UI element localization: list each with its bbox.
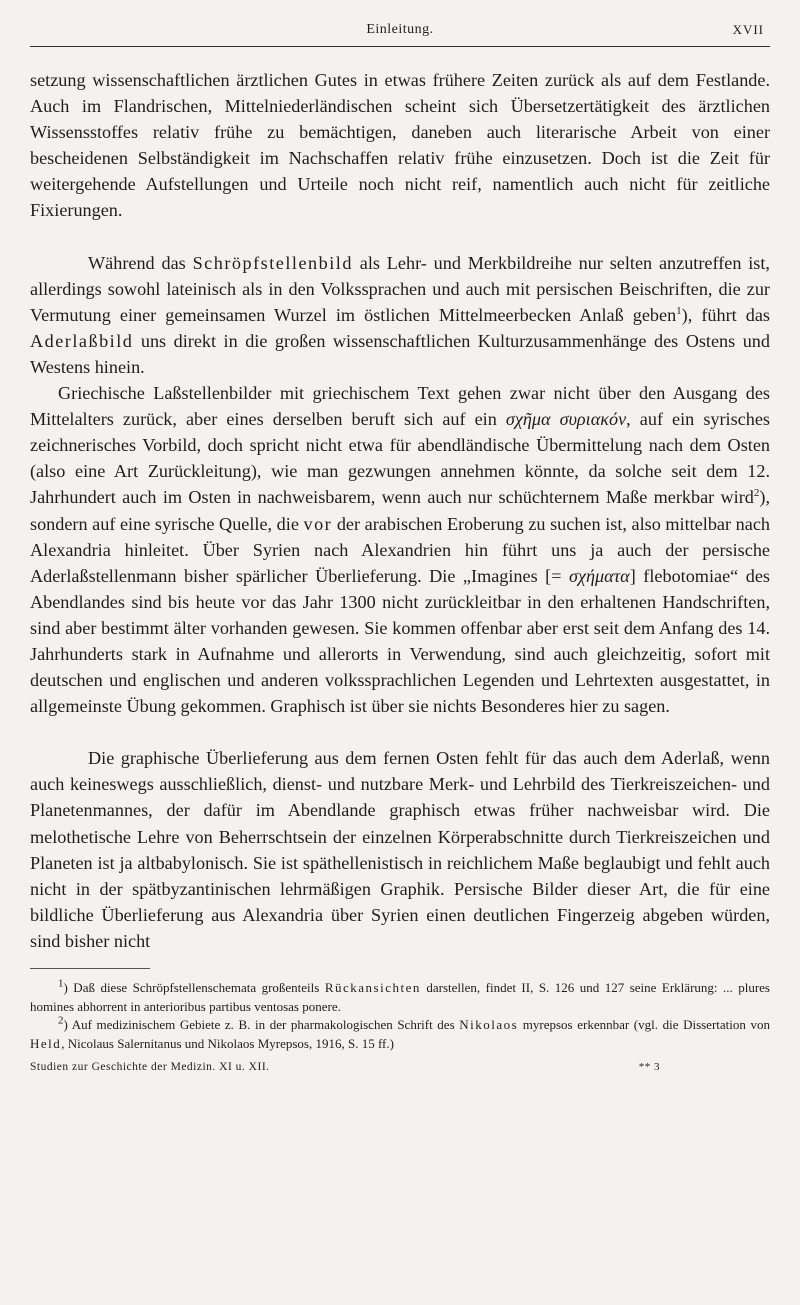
book-page (30, 18, 770, 1288)
spaced-term-rueckansichten: Rückansichten (324, 980, 421, 995)
spaced-term-schroepfstellenbild: Schröpfstellenbild (192, 252, 353, 273)
text-run: darstellen, findet II, S. 126 und 127 seine Erklärung: ... plures homines abhorrent in anterioribus partibus ventosas ponere. (30, 980, 770, 1014)
text-run: uns direkt in die großen wissenschaftlichen Kulturzusammenhänge des Ostens und Westens hinein. (30, 330, 770, 377)
spaced-term-nikolaos: Nikolaos (459, 1017, 519, 1032)
text-run: ) Auf medizinischem Gebiete z. B. in der pharmakologischen Schrift des (63, 1017, 460, 1032)
text-run: als Lehr- und Merkbildreihe nur selten anzutreffen ist, allerdings sowohl lateinisch als in den Volkssprachen und auch mit persischen Beischriften, die zur Vermutung einer gemeinsamen Wurzel im östlichen Mittelmeerbecken Anlaß geben (30, 252, 770, 325)
spaced-term-vor: vor (303, 513, 333, 534)
footnote-ref-1: 1 (676, 304, 682, 317)
text-run: ] flebotomiae“ des Abendlandes sind bis heute vor das Jahr 1300 nicht zurückleitbar in den erhaltenen Handschriften, sind aber bestimmt älter vorhanden gewesen. Sie kommen offenbar aber erst seit dem Anfang des 14. Jahrhunderts stark in Aufnahme und allerorts in Verwendung, sind auch gleichzeitig, sofort mit deutschen und englischen und anderen volkssprachlichen Legenden und Lehrtexten ausgestattet, in allgemeinste Übung gekommen. Graphisch ist über sie nichts Besonderes hier zu sagen. (30, 565, 770, 717)
running-title: Einleitung. (366, 22, 434, 37)
text-run: Griechische Laßstellenbilder mit griechischem Text gehen zwar nicht über den Ausgang des Mittelalters zurück, aber eines derselben beruft sich auf ein (30, 383, 770, 430)
running-header (30, 18, 770, 44)
signature-line (30, 1061, 770, 1073)
signature-mark: ** 3 (638, 1061, 660, 1073)
text-run: , auf ein syrisches zeichnerisches Vorbild, doch spricht nicht etwa für abendländische Übermittelung nach dem Osten (also eine Art Zurückleitung), wie man gezwungen annehmen könnte, da solche seit dem 12. Jahrhundert auch im Osten in nachweisbarem, wenn auch nur schüchternem Maße merkbar wird (30, 409, 771, 508)
signature-text: Studien zur Geschichte der Medizin. XI u. XII. (30, 1061, 270, 1073)
footnote-number: 1 (58, 977, 64, 990)
text-run: ) Daß diese Schröpfstellenschemata großenteils (63, 980, 325, 995)
text-run: ), führt das (681, 304, 770, 325)
footnote-ref-2: 2 (753, 487, 760, 500)
spaced-term-held: Held (30, 1035, 62, 1051)
paragraph-gap (30, 224, 770, 250)
footnote-rule (30, 968, 150, 969)
greek-term: σχῆμα συριακόν (505, 409, 627, 430)
page-number: XVII (732, 22, 764, 37)
header-rule (30, 46, 770, 47)
greek-term: σχήματα (569, 565, 630, 586)
main-text (30, 67, 770, 954)
paragraph-3 (30, 380, 770, 719)
spaced-term-aderlassbild: Aderlaßbild (30, 330, 134, 351)
text-run: der arabischen Eroberung zu suchen ist, also mittelbar nach Alexandria hinleitet. Über Syrien nach Alexandrien hin führt uns ja auch der persische Aderlaßstellenmann bisher spärlicher Überlieferung. Die „Imagines [= (30, 513, 770, 586)
paragraph-gap (30, 719, 770, 745)
paragraph-1: setzung wissenschaftlichen ärztlichen Gutes in etwas frühere Zeiten zurück als auf dem Festlande. Auch im Flandrischen, Mittelniederländischen scheint sich Übersetzertätigkeit des ärztlichen Wissensstoffes relativ frühe zu bemächtigen, daneben auch literarische Arbeit von einer bescheidenen Selbständigkeit im Nachschaffen relativ frühe einzusetzen. Doch ist die Zeit für weitergehende Aufstellungen und Urteile noch nicht reif, namentlich auch nicht für zeitliche Fixierungen. (30, 70, 770, 221)
text-run: , Nicolaus Salernitanus und Nikolaos Myrepsos, 1916, S. 15 ff.) (61, 1035, 394, 1051)
footnote-1 (30, 979, 770, 1016)
text-run: myrepsos erkennbar (vgl. die Dissertation von (518, 1017, 770, 1032)
footnote-number: 2 (58, 1014, 64, 1027)
text-run: Während das (88, 252, 193, 273)
paragraph-4: Die graphische Überlieferung aus dem fernen Osten fehlt für das auch dem Aderlaß, wenn auch keineswegs ausschließlich, dienst- und nutzbare Merk- und Lehrbild des Tierkreiszeichen- und Planetenmannes, der dafür im Abendlande graphisch etwas früher nachweisbar wird. Die melothetische Lehre von Beherrschtsein der einzelnen Körperabschnitte durch Tierkreiszeichen und Planeten ist ja altbabylonisch. Sie ist späthellenistisch in reichlichem Maße beglaubigt und fehlt auch nicht in der spätbyzantinischen lehrmäßigen Graphik. Persische Bilder dieser Art, die für eine bildliche Überlieferung aus Alexandria über Syrien einen deutlichen Fingerzeig abgeben würden, sind bisher nicht (30, 748, 770, 951)
footnote-2 (30, 1016, 770, 1053)
paragraph-2 (30, 250, 770, 380)
text-run: ), sondern auf eine syrische Quelle, die (30, 487, 770, 534)
